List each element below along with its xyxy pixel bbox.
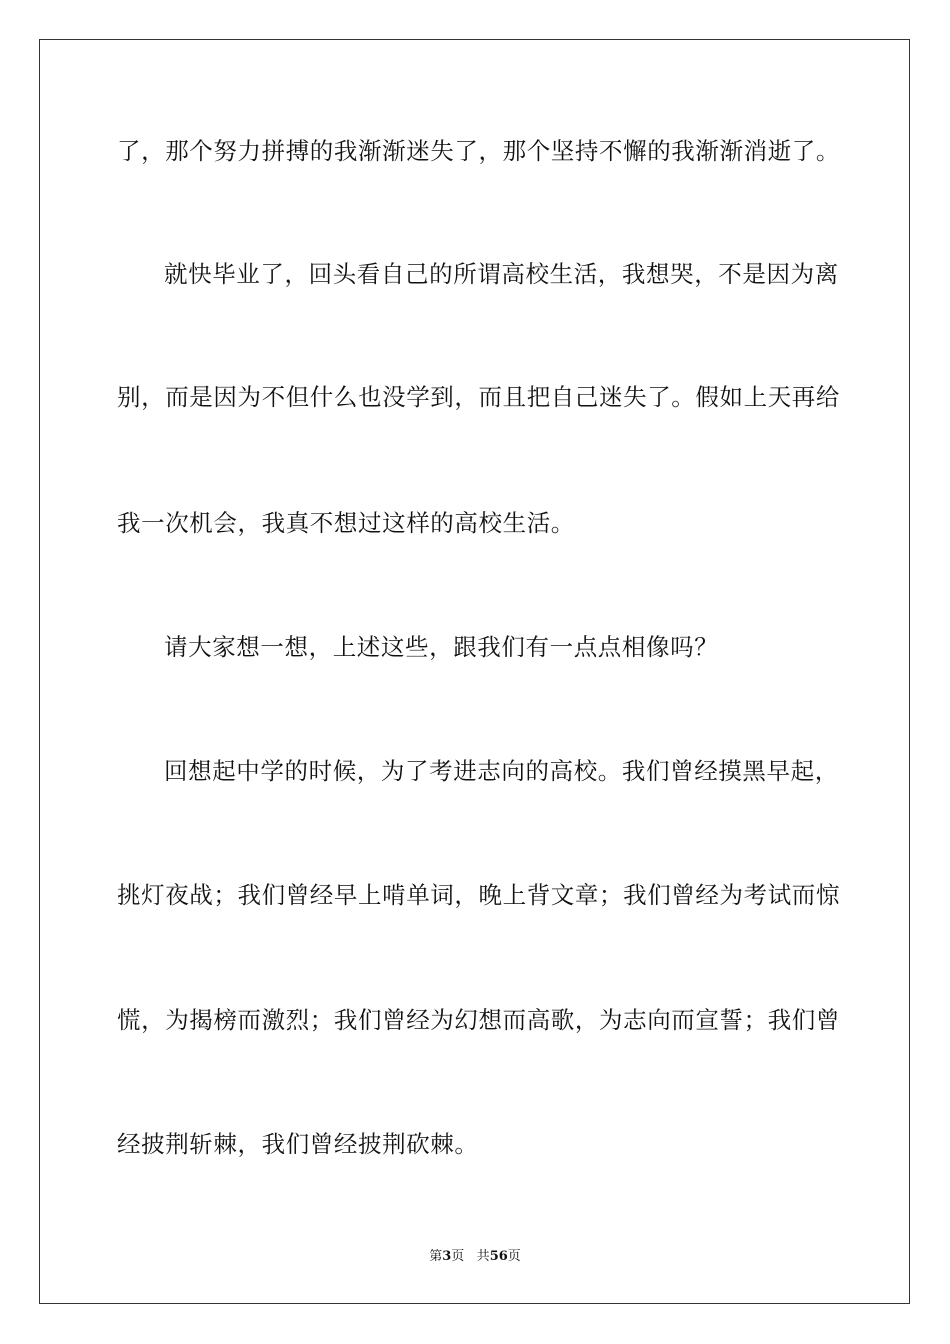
page-frame	[39, 39, 910, 1304]
page-number-footer	[0, 1248, 950, 1266]
text-line: 请大家想一想，上述这些，跟我们有一点点相像吗？	[164, 633, 719, 661]
text-line: 了，那个努力拼搏的我渐渐迷失了，那个坚持不懈的我渐渐消逝了。	[117, 137, 840, 165]
text-line: 别，而是因为不但什么也没学到，而且把自己迷失了。假如上天再给	[117, 383, 840, 411]
text-line: 回想起中学的时候，为了考进志向的高校。我们曾经摸黑早起，	[164, 757, 839, 785]
footer-prefix: 第	[429, 1249, 443, 1264]
text-line: 就快毕业了，回头看自己的所谓高校生活，我想哭，不是因为离	[164, 260, 839, 288]
text-line: 慌，为揭榜而激烈；我们曾经为幻想而高歌，为志向而宣誓；我们曾	[117, 1006, 840, 1034]
footer-total-suffix: 页	[507, 1249, 521, 1264]
current-page-number: 3	[442, 1249, 452, 1264]
footer-total-prefix: 共	[476, 1249, 490, 1264]
text-line: 经披荆斩棘，我们曾经披荆砍棘。	[117, 1130, 479, 1158]
total-page-count: 56	[489, 1249, 508, 1264]
footer-page-suffix: 页	[451, 1249, 465, 1264]
text-line: 挑灯夜战；我们曾经早上啃单词，晚上背文章；我们曾经为考试而惊	[117, 881, 840, 909]
text-line: 我一次机会，我真不想过这样的高校生活。	[117, 509, 575, 537]
